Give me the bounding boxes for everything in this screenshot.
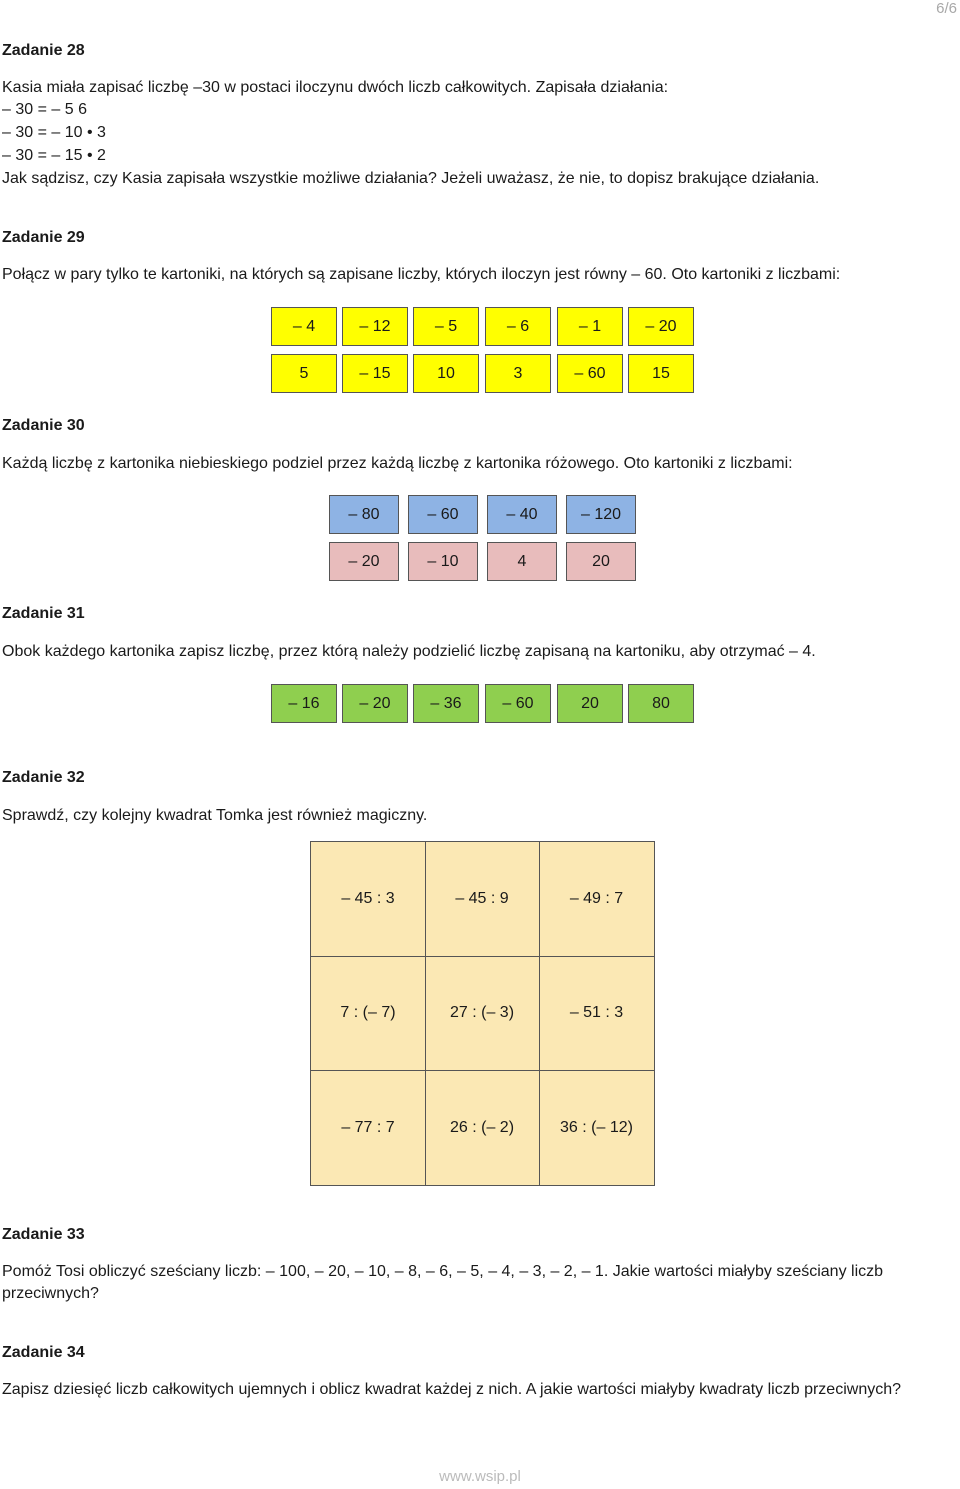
- yellow-card: 5: [271, 354, 337, 393]
- yellow-card: – 12: [342, 307, 408, 346]
- magic-square-cell: 36 : (– 12): [560, 1118, 633, 1136]
- magic-square-cell: – 45 : 3: [341, 890, 395, 907]
- yellow-card: 10: [413, 354, 479, 393]
- task-28-line: – 30 = – 10 • 3: [2, 124, 106, 141]
- yellow-card: 3: [485, 354, 551, 393]
- yellow-card: – 4: [271, 307, 337, 346]
- pink-card: – 10: [408, 542, 478, 581]
- magic-square: [310, 841, 655, 1186]
- magic-square-cell: – 49 : 7: [569, 890, 624, 907]
- blue-card: – 80: [329, 495, 399, 534]
- blue-card: – 60: [408, 495, 478, 534]
- blue-card: – 120: [566, 495, 636, 534]
- task-34-text: Zapisz dziesięć liczb całkowitych ujemnych i oblicz kwadrat każdej z nich. A jakie wartości miałyby kwadraty liczb przeciwnych?: [2, 1381, 902, 1398]
- yellow-card: – 5: [413, 307, 479, 346]
- magic-square-cell: – 51 : 3: [569, 1004, 624, 1021]
- task-28-line: Jak sądzisz, czy Kasia zapisała wszystkie możliwe działania? Jeżeli uważasz, że nie, to dopisz brakujące działania.: [2, 170, 820, 187]
- magic-square-cell: 26 : (– 2): [449, 1118, 515, 1136]
- yellow-card: – 6: [485, 307, 551, 346]
- task-30-text: Każdą liczbę z kartonika niebieskiego podziel przez każdą liczbę z kartonika różowego. Oto kartoniki z liczbami:: [2, 455, 793, 472]
- pink-card: 4: [487, 542, 557, 581]
- task-29-text: Połącz w pary tylko te kartoniki, na których są zapisane liczby, których iloczyn jest równy – 60. Oto kartoniki z liczbami:: [2, 266, 841, 283]
- green-card: – 16: [271, 684, 337, 723]
- yellow-card: 15: [628, 354, 694, 393]
- task-29-title: Zadanie 29: [2, 229, 85, 246]
- green-card: 20: [557, 684, 623, 723]
- footer-url: www.wsip.pl: [439, 1468, 521, 1485]
- task-28-line: – 30 = – 5 6: [2, 101, 87, 118]
- task-31-text: Obok każdego kartonika zapisz liczbę, przez którą należy podzielić liczbę zapisaną na kartoniku, aby otrzymać – 4.: [2, 643, 816, 660]
- green-card: – 36: [413, 684, 479, 723]
- green-card: 80: [628, 684, 694, 723]
- magic-square-cell: 7 : (– 7): [340, 1004, 396, 1021]
- task-33-title: Zadanie 33: [2, 1226, 85, 1243]
- green-card: – 20: [342, 684, 408, 723]
- magic-square-cell: – 77 : 7: [341, 1118, 395, 1136]
- yellow-card: – 20: [628, 307, 694, 346]
- yellow-card: – 60: [557, 354, 623, 393]
- task-31-title: Zadanie 31: [2, 605, 85, 622]
- pink-card: – 20: [329, 542, 399, 581]
- task-33-text: Pomóż Tosi obliczyć sześciany liczb: – 100, – 20, – 10, – 8, – 6, – 5, – 4, – 3, – 2, – 1. Jakie wartości miałyby sześciany liczb: [2, 1263, 884, 1280]
- task-30-title: Zadanie 30: [2, 417, 85, 434]
- yellow-card: – 15: [342, 354, 408, 393]
- pink-card: 20: [566, 542, 636, 581]
- task-33-text: przeciwnych?: [2, 1285, 99, 1302]
- task-32-title: Zadanie 32: [2, 769, 85, 786]
- task-32-text: Sprawdź, czy kolejny kwadrat Tomka jest również magiczny.: [2, 807, 428, 824]
- blue-card: – 40: [487, 495, 557, 534]
- magic-square-cell: – 45 : 9: [455, 890, 509, 907]
- task-28-line: – 30 = – 15 • 2: [2, 147, 106, 164]
- page-number: 6/6: [936, 0, 957, 17]
- magic-square-cell: 27 : (– 3): [449, 1004, 515, 1021]
- green-card: – 60: [485, 684, 551, 723]
- task-28-title: Zadanie 28: [2, 42, 85, 59]
- yellow-card: – 1: [557, 307, 623, 346]
- task-34-title: Zadanie 34: [2, 1344, 85, 1361]
- task-28-line: Kasia miała zapisać liczbę –30 w postaci iloczynu dwóch liczb całkowitych. Zapisała działania:: [2, 79, 669, 96]
